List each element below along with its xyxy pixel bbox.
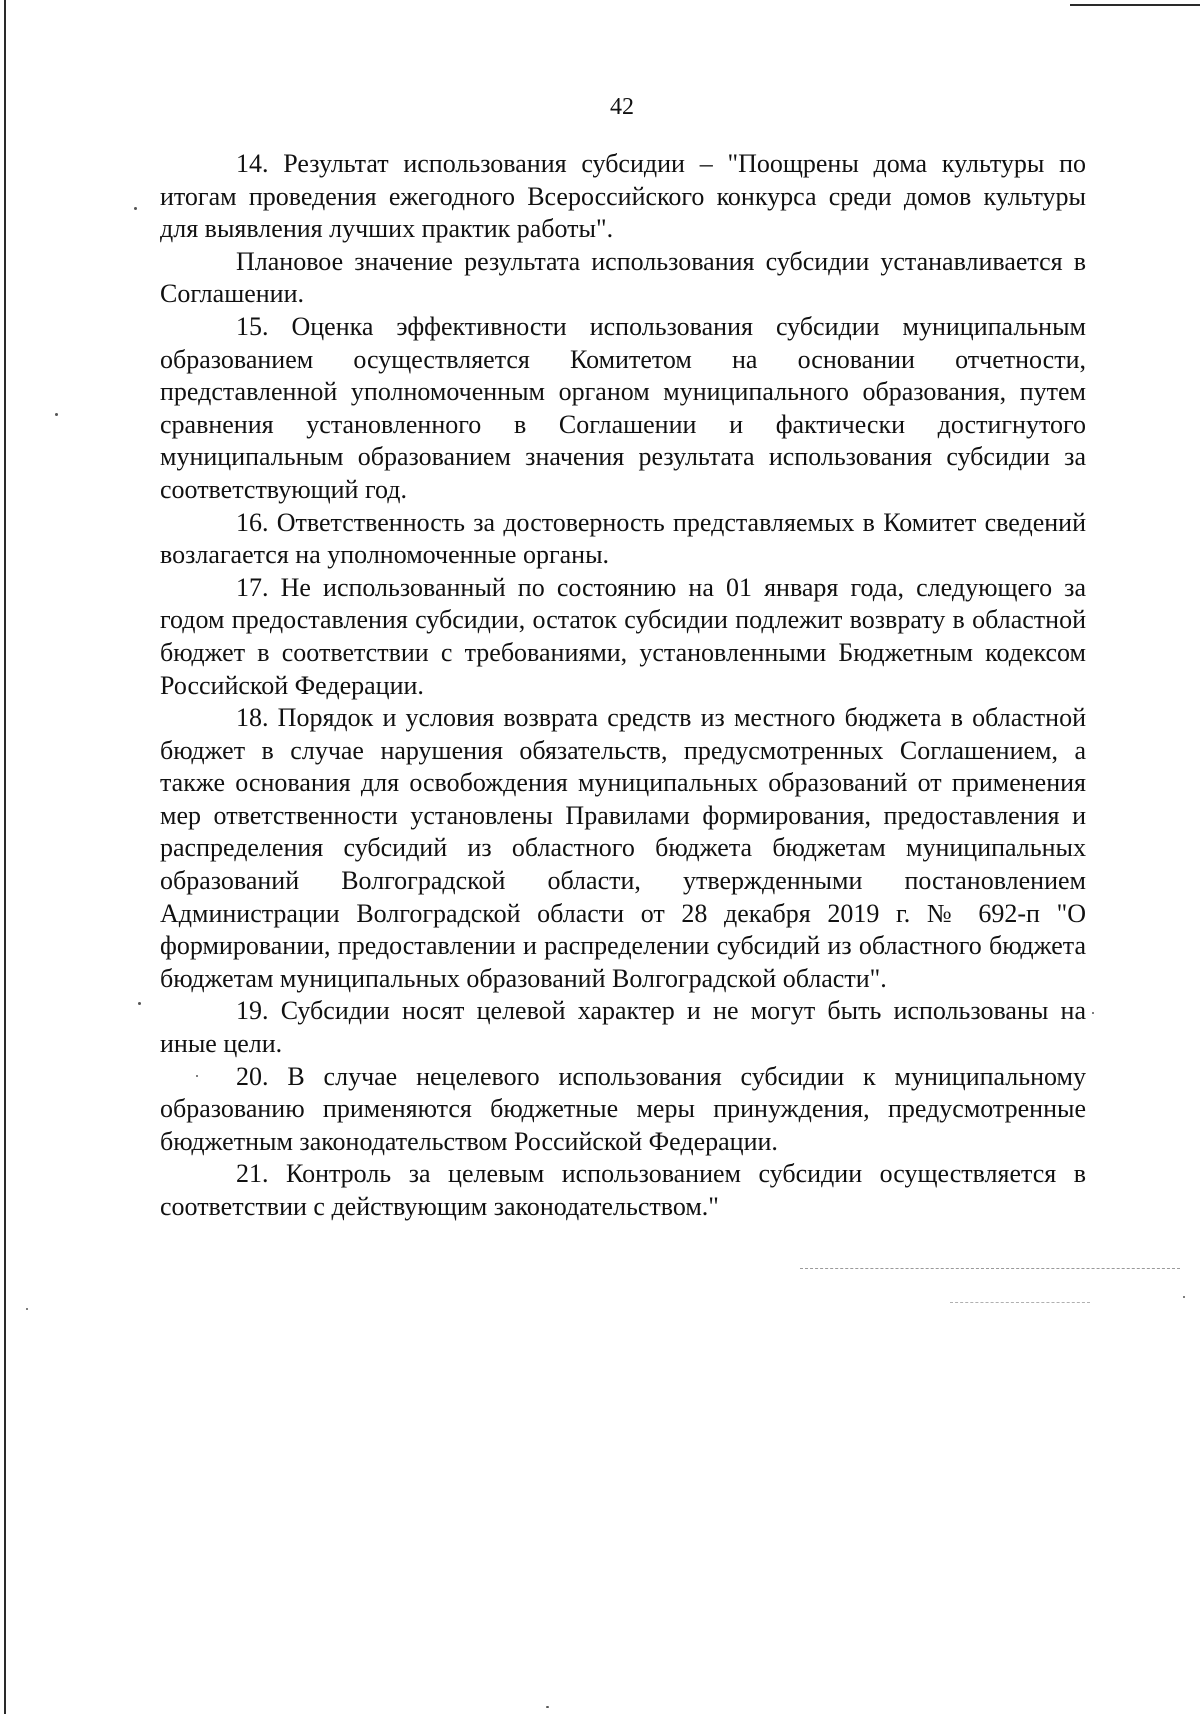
scan-artifact-line: [800, 1268, 1180, 1270]
scan-speck: [1092, 1012, 1094, 1014]
scan-speck: [26, 1308, 28, 1310]
scan-speck: [196, 1075, 198, 1077]
scan-edge-left: [4, 0, 6, 1714]
scan-speck: [138, 1002, 141, 1005]
document-body: [160, 148, 1086, 1224]
paragraph-16: 16. Ответственность за достоверность представляемых в Комитет сведений возлагается на уполномоченные органы.: [160, 507, 1086, 570]
scan-speck: [134, 207, 137, 210]
paragraph-17: 17. Не использованный по состоянию на 01 января года, следующего за годом предоставления субсидии, остаток субсидии подлежит возврату в областной бюджет в соответствии с требованиями, установленными Бюджетным кодексом Российской Федерации.: [160, 572, 1086, 700]
paragraph-14-planned-value: Плановое значение результата использования субсидии устанавливается в Соглашении.: [160, 246, 1086, 309]
scan-speck: [1183, 1296, 1185, 1298]
page-number: 42: [610, 94, 634, 120]
scan-edge-top: [1070, 4, 1200, 6]
paragraph-15: 15. Оценка эффективности использования субсидии муниципальным образованием осуществляется Комитетом на основании отчетности, представленной уполномоченным органом муниципального образования, путем сравнения установленного в Соглашении и фактически достигнутого муниципальным образованием значения результата использования субсидии за соответствующий год.: [160, 311, 1086, 504]
paragraph-19: 19. Субсидии носят целевой характер и не могут быть использованы на иные цели.: [160, 996, 1086, 1059]
scan-speck: [55, 413, 58, 416]
paragraph-21: 21. Контроль за целевым использованием субсидии осуществляется в соответствии с действующим законодательством.": [160, 1159, 1086, 1221]
paragraph-14: 14. Результат использования субсидии – "Поощрены дома культуры по итогам проведения ежегодного Всероссийского конкурса среди домов культуры для выявления лучших практик работы".: [160, 149, 1086, 244]
scan-artifact-line: [950, 1302, 1090, 1304]
scan-speck: [546, 1706, 549, 1708]
paragraph-18: 18. Порядок и условия возврата средств из местного бюджета в областной бюджет в случае нарушения обязательств, предусмотренных Соглашением, а также основания для освобождения муниципальных образований от применения мер ответственности установлены Правилами формирования, предоставления и распределения субсидий из областного бюджета бюджетам муниципальных образований Волгоградской области, утвержденными постановлением Администрации Волгоградской области от 28 декабря 2019 г. № 692-п "О формировании, предоставлении и распределении субсидий из областного бюджета бюджетам муниципальных образований Волгоградской области".: [160, 703, 1086, 993]
paragraph-20: 20. В случае нецелевого использования субсидии к муниципальному образованию применяются бюджетные меры принуждения, предусмотренные бюджетным законодательством Российской Федерации.: [160, 1061, 1086, 1156]
